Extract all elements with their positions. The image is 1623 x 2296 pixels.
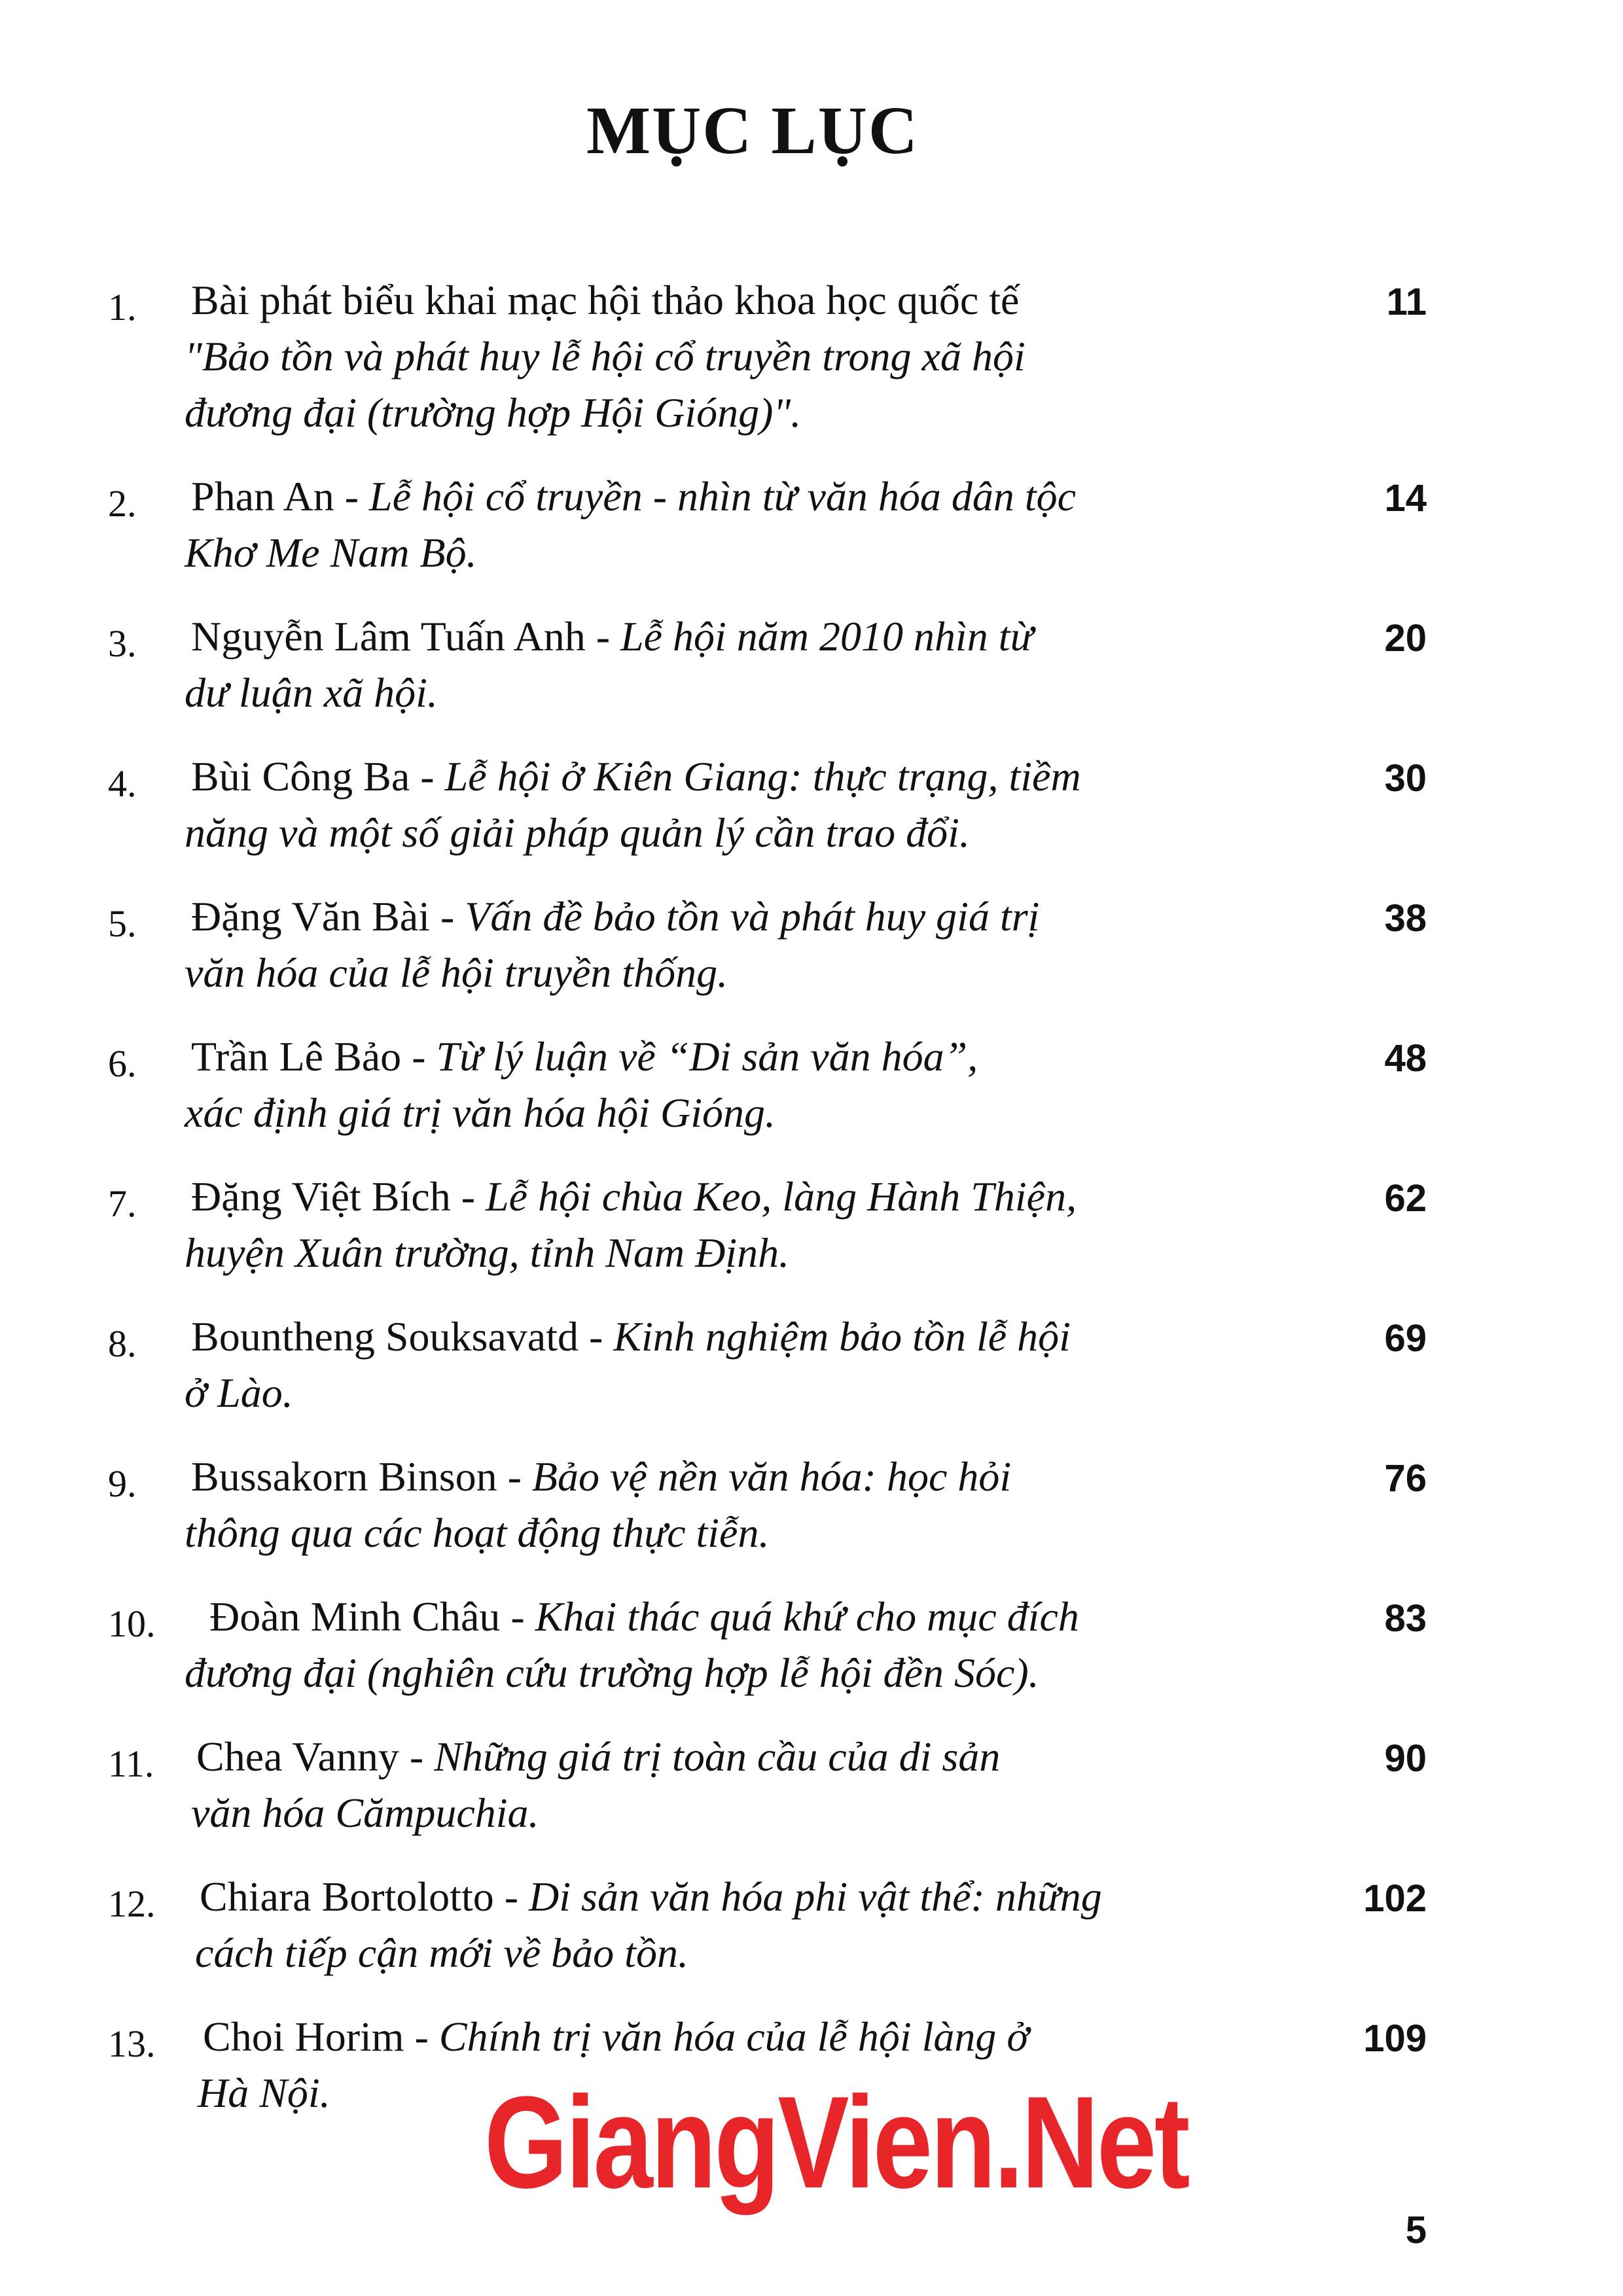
entry-number: 3. xyxy=(108,622,137,665)
toc-entry-5 xyxy=(0,878,1623,1018)
entry-title: Kinh nghiệm bảo tồn lễ hội xyxy=(613,1313,1071,1360)
entry-title-continued: cách tiếp cận mới về bảo tồn. xyxy=(195,1930,688,1976)
entry-page-number: 69 xyxy=(1384,1317,1427,1360)
entry-title-continued: Hà Nội. xyxy=(198,2070,330,2116)
entry-page-number: 83 xyxy=(1384,1597,1427,1640)
entry-line xyxy=(191,472,1251,521)
toc-entry-8 xyxy=(0,1298,1623,1438)
entry-title-continued: năng và một số giải pháp quản lý cần trao đổi. xyxy=(185,809,970,856)
entry-line xyxy=(191,892,1251,941)
toc-entry-2 xyxy=(0,458,1623,598)
entry-number: 1. xyxy=(108,286,137,328)
entry-author: Trần Lê Bảo - xyxy=(191,1033,437,1080)
entry-number: 7. xyxy=(108,1182,137,1225)
entry-author: Đặng Văn Bài - xyxy=(191,893,465,940)
entry-title-continued: Khơ Me Nam Bộ. xyxy=(185,529,477,576)
toc-entry-4 xyxy=(0,738,1623,878)
entry-author: Đoàn Minh Châu - xyxy=(209,1593,535,1640)
entry-line xyxy=(196,1733,1257,1781)
entry-title: Lễ hội năm 2010 nhìn từ xyxy=(620,613,1033,660)
entry-page-number: 38 xyxy=(1384,897,1427,940)
entry-line xyxy=(191,1173,1251,1221)
watermark-text: GiangVien.Net xyxy=(484,2070,1188,2216)
entry-title: Từ lý luận về “Di sản văn hóa”, xyxy=(436,1033,978,1080)
entry-page-number: 62 xyxy=(1384,1177,1427,1220)
entry-number: 10. xyxy=(108,1602,156,1645)
entry-page-number: 11 xyxy=(1386,281,1427,323)
toc-entry-10 xyxy=(0,1578,1623,1718)
entry-author: Bùi Công Ba - xyxy=(191,753,445,800)
entry-number: 6. xyxy=(108,1042,137,1085)
page-title: MỤC LỤC xyxy=(586,93,919,168)
entry-author: Chea Vanny - xyxy=(196,1733,435,1780)
entry-title: Bảo vệ nền văn hóa: học hỏi xyxy=(531,1453,1012,1500)
entry-line: "Bảo tồn và phát huy lễ hội cổ truyền trong xã hội xyxy=(185,333,1026,380)
entry-line: Bài phát biểu khai mạc hội thảo khoa học quốc tế xyxy=(191,277,1020,323)
entry-page-number: 48 xyxy=(1384,1037,1427,1080)
toc-entry-7 xyxy=(0,1158,1623,1298)
entry-page-number: 90 xyxy=(1384,1737,1427,1780)
entry-page-number: 14 xyxy=(1384,477,1427,520)
entry-page-number: 30 xyxy=(1384,757,1427,800)
entry-title-continued: văn hóa của lễ hội truyền thống. xyxy=(185,949,728,996)
entry-number: 12. xyxy=(108,1882,156,1925)
entry-page-number: 20 xyxy=(1384,617,1427,660)
entry-number: 11. xyxy=(108,1742,154,1785)
entry-title: Những giá trị toàn cầu của di sản xyxy=(434,1733,1001,1780)
entry-title: Lễ hội chùa Keo, làng Hành Thiện, xyxy=(486,1173,1077,1220)
entry-number: 5. xyxy=(108,902,137,945)
entry-title-continued: văn hóa Cămpuchia. xyxy=(191,1790,539,1836)
entry-title-continued: huyện Xuân trường, tỉnh Nam Định. xyxy=(185,1229,790,1276)
entry-line xyxy=(191,752,1251,801)
entry-title: Di sản văn hóa phi vật thể: những xyxy=(529,1873,1102,1920)
entry-number: 9. xyxy=(108,1462,137,1505)
toc-entry-11 xyxy=(0,1718,1623,1858)
toc-entry-1 xyxy=(0,262,1623,458)
toc-entry-3 xyxy=(0,598,1623,738)
entry-author: Chiara Bortolotto - xyxy=(200,1873,529,1920)
entry-title-continued: ở Lào. xyxy=(185,1369,293,1416)
entry-title: Vấn đề bảo tồn và phát huy giá trị xyxy=(465,893,1040,940)
entry-author: Bountheng Souksavatd - xyxy=(191,1313,614,1360)
toc-entry-9 xyxy=(0,1438,1623,1578)
entry-title: Lễ hội ở Kiên Giang: thực trạng, tiềm xyxy=(444,753,1081,800)
entry-page-number: 76 xyxy=(1384,1457,1427,1500)
entry-page-number: 109 xyxy=(1363,2017,1427,2060)
entry-line xyxy=(191,1453,1251,1501)
entry-title-continued: dư luận xã hội. xyxy=(185,669,438,716)
entry-line xyxy=(200,1873,1260,1921)
entry-title-continued: xác định giá trị văn hóa hội Gióng. xyxy=(185,1089,776,1136)
entry-line xyxy=(209,1593,1270,1641)
entry-number: 2. xyxy=(108,482,137,525)
entry-title-continued: thông qua các hoạt động thực tiễn. xyxy=(185,1510,770,1556)
entry-author: Bussakorn Binson - xyxy=(191,1453,532,1500)
entry-author: Đặng Việt Bích - xyxy=(191,1173,486,1220)
entry-line: đương đại (trường hợp Hội Gióng)". xyxy=(185,389,802,436)
entry-number: 4. xyxy=(108,762,137,805)
entry-number: 8. xyxy=(108,1322,137,1365)
table-of-contents xyxy=(0,262,1623,2138)
entry-line xyxy=(191,612,1251,661)
entry-title-continued: đương đại (nghiên cứu trường hợp lễ hội đền Sóc). xyxy=(185,1650,1039,1696)
entry-page-number: 102 xyxy=(1363,1877,1427,1920)
entry-author: Phan An - xyxy=(191,473,369,520)
entry-line xyxy=(191,1313,1251,1361)
entry-title: Lễ hội cổ truyền - nhìn từ văn hóa dân tộc xyxy=(369,473,1077,520)
page-folio-number: 5 xyxy=(1405,2209,1427,2252)
entry-title: Khai thác quá khứ cho mục đích xyxy=(535,1593,1079,1640)
entry-author: Nguyễn Lâm Tuấn Anh - xyxy=(191,613,620,660)
entry-line xyxy=(191,1033,1251,1081)
entry-author: Choi Horim - xyxy=(203,2013,439,2060)
entry-title: Chính trị văn hóa của lễ hội làng ở xyxy=(438,2013,1029,2060)
toc-entry-6 xyxy=(0,1018,1623,1158)
entry-number: 13. xyxy=(108,2022,156,2065)
toc-entry-12 xyxy=(0,1858,1623,1998)
entry-line xyxy=(203,2013,1263,2061)
